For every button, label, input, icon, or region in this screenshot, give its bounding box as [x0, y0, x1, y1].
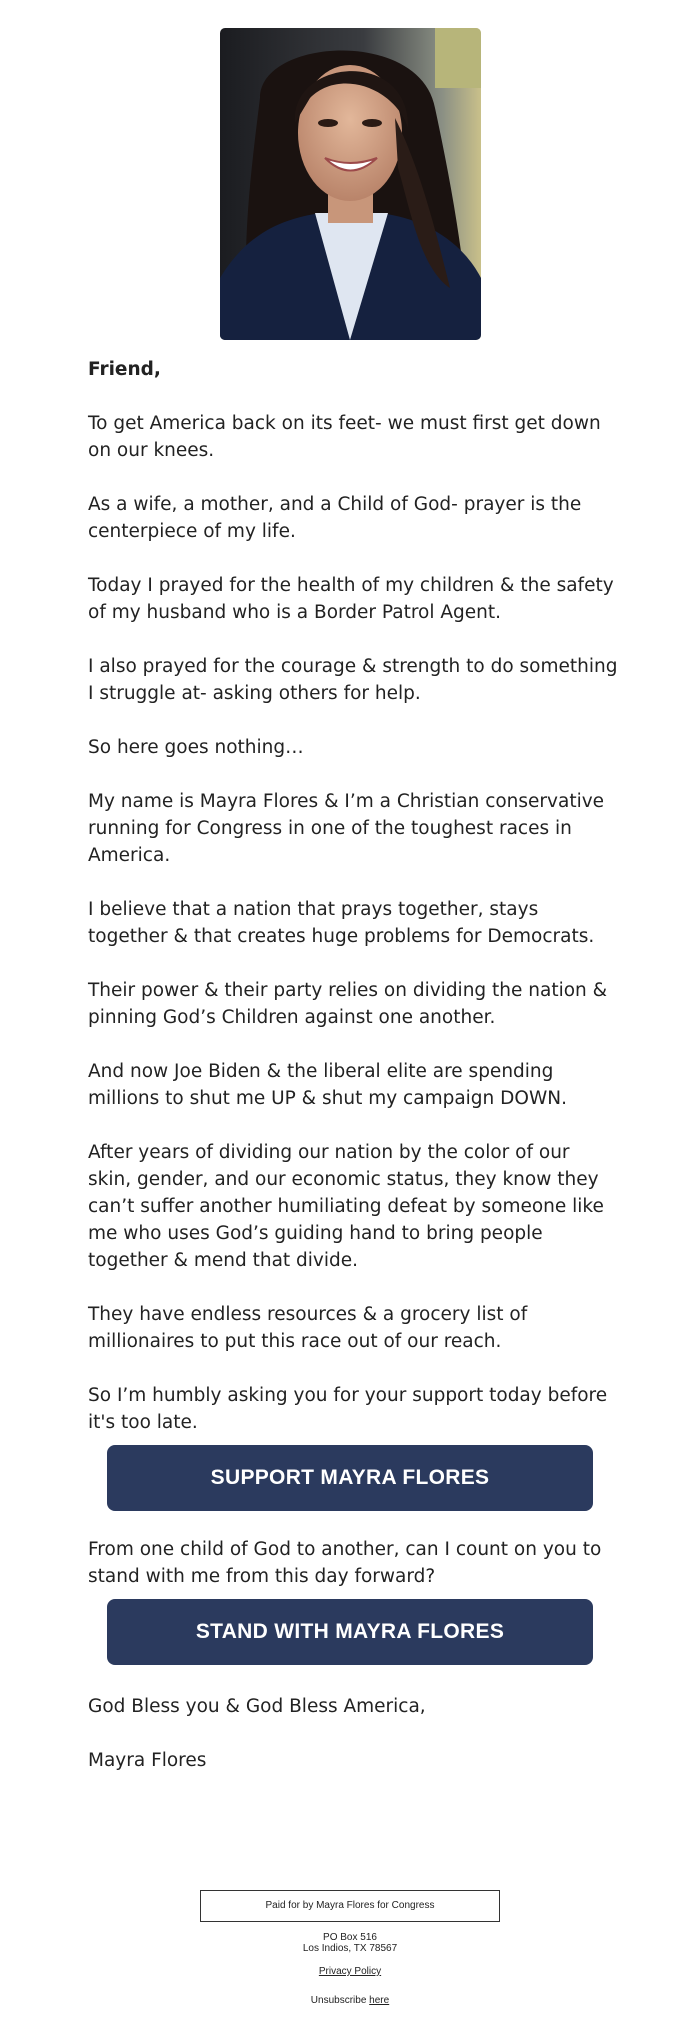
- body-paragraph: I also prayed for the courage & strength to do something I struggle at- asking others for help.: [88, 656, 618, 704]
- body-paragraph: They have endless resources & a grocery list of millionaires to put this race out of our reach.: [88, 1304, 528, 1352]
- address-line: PO Box 516: [323, 1932, 377, 1943]
- mailing-address: [0, 1932, 700, 1954]
- body-paragraph: From one child of God to another, can I count on you to stand with me from this day forward?: [88, 1539, 602, 1587]
- body-paragraph: And now Joe Biden & the liberal elite are spending millions to shut me UP & shut my campaign DOWN.: [88, 1061, 567, 1109]
- greeting: Friend,: [88, 359, 161, 380]
- body-paragraph: So I’m humbly asking you for your support today before it's too late.: [88, 1385, 608, 1433]
- stand-with-button[interactable]: STAND WITH MAYRA FLORES: [107, 1599, 593, 1665]
- body-paragraph: As a wife, a mother, and a Child of God- prayer is the centerpiece of my life.: [88, 494, 582, 542]
- unsubscribe-row: [0, 1995, 700, 2006]
- candidate-photo: [220, 28, 481, 340]
- unsubscribe-text: Unsubscribe: [310, 1995, 367, 2006]
- portrait-photo-icon: [220, 28, 481, 340]
- body-paragraph: So here goes nothing…: [88, 737, 304, 758]
- body-paragraph: Their power & their party relies on dividing the nation & pinning God’s Children against one another.: [88, 980, 608, 1028]
- body-paragraph: To get America back on its feet- we must first get down on our knees.: [88, 413, 601, 461]
- body-paragraph: After years of dividing our nation by the color of our skin, gender, and our economic status, they know they can’t suffer another humiliating defeat by someone like me who uses God’s guiding hand to bring people together & mend that divide.: [88, 1142, 604, 1271]
- body-paragraph: My name is Mayra Flores & I’m a Christian conservative running for Congress in one of the toughest races in America.: [88, 791, 605, 866]
- paid-for-disclaimer: Paid for by Mayra Flores for Congress: [200, 1890, 500, 1922]
- signoff-line: God Bless you & God Bless America,: [88, 1696, 426, 1717]
- address-line: Los Indios, TX 78567: [302, 1943, 398, 1954]
- footer: [0, 1890, 700, 2006]
- support-button[interactable]: SUPPORT MAYRA FLORES: [107, 1445, 593, 1511]
- body-paragraph: I believe that a nation that prays together, stays together & that creates huge problems for Democrats.: [88, 899, 595, 947]
- signature-name: Mayra Flores: [88, 1750, 207, 1771]
- body-paragraph: Today I prayed for the health of my children & the safety of my husband who is a Border Patrol Agent.: [88, 575, 614, 623]
- email-body: [88, 356, 618, 1801]
- unsubscribe-link[interactable]: here: [369, 1995, 390, 2006]
- privacy-row: [0, 1966, 700, 1977]
- privacy-policy-link[interactable]: Privacy Policy: [318, 1966, 382, 1977]
